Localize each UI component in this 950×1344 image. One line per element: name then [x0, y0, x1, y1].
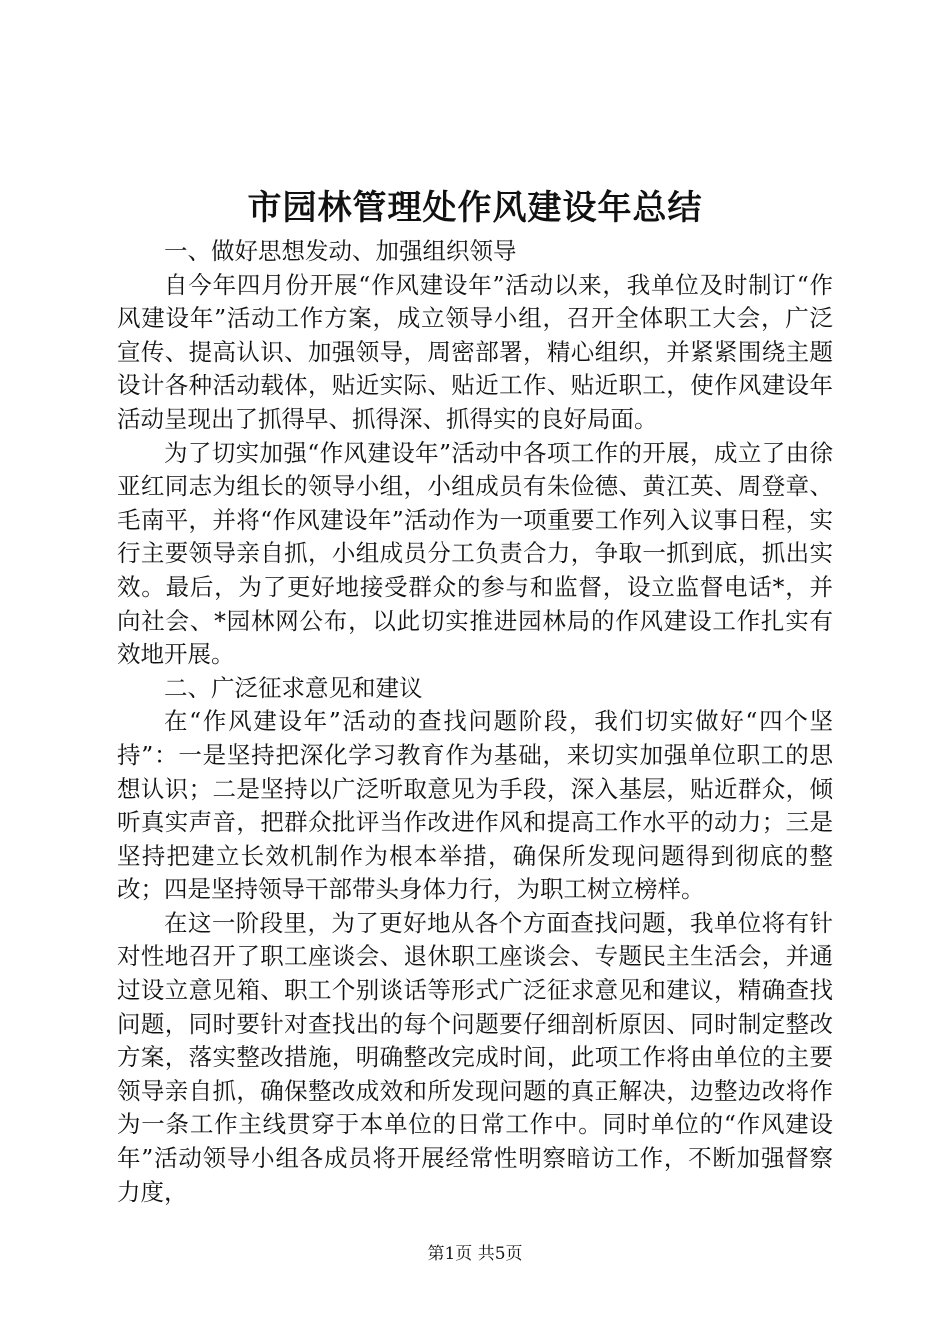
document-body: [117, 235, 833, 1209]
section-heading-1: 一、做好思想发动、加强组织领导: [164, 237, 517, 265]
document-title: 市园林管理处作风建设年总结: [247, 188, 703, 228]
paragraph-1: 自今年四月份开展“作风建设年”活动以来，我单位及时制订“作风建设年”活动工作方案，成立领导小组，召开全体职工大会，广泛宣传、提高认识、加强领导，周密部署，精心组织，并紧紧围绕主题设计各种活动载体，贴近实际、贴近工作、贴近职工，使作风建设年活动呈现出了抓得早、抓得深、抓得实的良好局面。: [117, 270, 833, 433]
paragraph-2: 为了切实加强“作风建设年”活动中各项工作的开展，成立了由徐亚红同志为组长的领导小组，小组成员有朱俭德、黄江英、周登章、毛南平，并将“作风建设年”活动作为一项重要工作列入议事日程，实行主要领导亲自抓，小组成员分工负责合力，争取一抓到底，抓出实效。最后，为了更好地接受群众的参与和监督，设立监督电话*，并向社会、*园林网公布，以此切实推进园林局的作风建设工作扎实有效地开展。: [117, 438, 833, 669]
section-heading-2: 二、广泛征求意见和建议: [164, 673, 423, 702]
paragraph-4: 在这一阶段里，为了更好地从各个方面查找问题，我单位将有针对性地召开了职工座谈会、退休职工座谈会、专题民主生活会，并通过设立意见箱、职工个别谈话等形式广泛征求意见和建议，精确查找问题，同时要针对查找出的每个问题要仔细剖析原因、同时制定整改方案，落实整改措施，明确整改完成时间，此项工作将由单位的主要领导亲自抓，确保整改成效和所发现问题的真正解决，边整边改将作为一条工作主线贯穿于本单位的日常工作中。同时单位的“作风建设年”活动领导小组各成员将开展经常性明察暗访工作，不断加强督察力度，: [117, 908, 833, 1206]
page-number-footer: 第1页 共5页: [427, 1244, 523, 1264]
paragraph-3: 在“作风建设年”活动的查找问题阶段，我们切实做好“四个坚持”：一是坚持把深化学习教育作为基础，来切实加强单位职工的思想认识；二是坚持以广泛听取意见为手段，深入基层，贴近群众，倾听真实声音，把群众批评当作改进作风和提高工作水平的动力；三是坚持把建立长效机制作为根本举措，确保所发现问题得到彻底的整改；四是坚持领导干部带头身体力行，为职工树立榜样。: [117, 707, 833, 904]
